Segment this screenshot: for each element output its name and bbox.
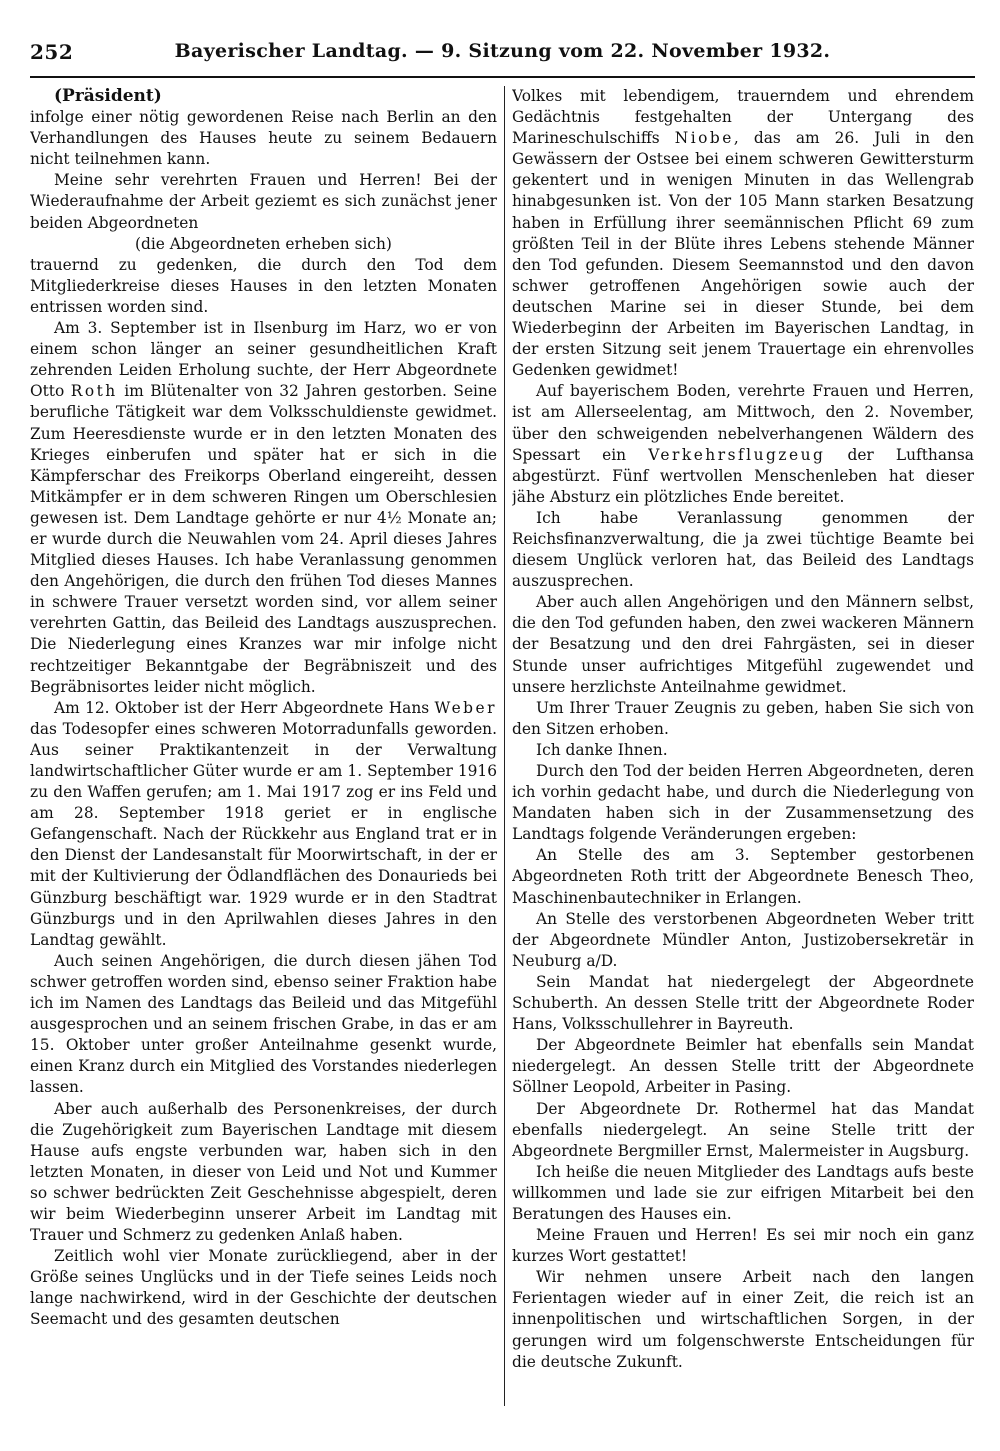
spaced-name: Verkehrsflugzeug — [648, 445, 826, 464]
page-number: 252 — [30, 40, 74, 64]
page-header — [30, 40, 975, 76]
left-column — [30, 86, 497, 1406]
paragraph — [30, 318, 497, 698]
paragraph: Ich danke Ihnen. — [536, 740, 668, 759]
paragraph: Meine sehr verehrten Frauen und Herren! Bei der Wiederaufnahme der Arbeit geziemt es sich zunächst jener beiden Abgeordneten — [30, 171, 497, 232]
paragraph: Aber auch außerhalb des Personenkreises, der durch die Zugehörigkeit zum Bayerischen Landtage mit diesem Hause aufs engste verbunden war, haben sich in den letzten Monaten, in dieser von Leid und Not und Kummer so schwer bedrückten Zeit Geschehnisse abgespielt, deren wir beim Wiederbeginn unserer Arbeit im Landtag mit Trauer und Schmerz zu gedenken Anlaß haben. — [30, 1099, 497, 1245]
paragraph: An Stelle des verstorbenen Abgeordneten Weber tritt der Abgeordnete Mündler Anton, Justizobersekretär in Neuburg a/D. — [512, 909, 974, 970]
spaced-name: Roth — [70, 382, 118, 401]
paragraph: Ich habe Veranlassung genommen der Reichsfinanzverwaltung, die ja zwei tüchtige Beamte bei diesem Unglück verloren hat, das Beileid des Landtags auszusprechen. — [512, 508, 974, 591]
paragraph-text: der Lufthansa abgestürzt. Fünf wertvollen Menschenleben hat dieser jähe Absturz ein plötzliches Ende bereitet. — [512, 445, 974, 506]
spaced-name: Niobe — [674, 129, 734, 148]
paragraph: An Stelle des am 3. September gestorbenen Abgeordneten Roth tritt der Abgeordnete Benesch Theo, Maschinenbautechniker in Erlangen. — [512, 846, 974, 907]
paragraph: Der Abgeordnete Beimler hat ebenfalls sein Mandat niedergelegt. An dessen Stelle tritt der Abgeordnete Söllner Leopold, Arbeiter in Pasing. — [512, 1036, 974, 1097]
speaker-label: (Präsident) — [54, 86, 162, 106]
paragraph: Um Ihrer Trauer Zeugnis zu geben, haben Sie sich von den Sitzen erhoben. — [512, 698, 974, 738]
paragraph: Zeitlich wohl vier Monate zurückliegend, aber in der Größe seines Unglücks und in der Tiefe seines Leids noch lange nachwirkend, wird in der Geschichte der deutschen Seemacht und des gesamten deutschen — [30, 1247, 497, 1329]
paragraph: trauernd zu gedenken, die durch den Tod dem Mitgliederkreise dieses Hauses in den letzten Monaten entrissen worden sind. — [30, 255, 497, 316]
paragraph: Auch seinen Angehörigen, die durch diesen jähen Tod schwer getroffen worden sind, ebenso seiner Fraktion habe ich im Namen des Landtags das Beileid und das Mitgefühl ausgesprochen und an seinem frischen Grabe, in das er am 15. Oktober unter großer Anteilnahme gesenkt wurde, einen Kranz durch ein Mitglied des Vorstandes niederlegen lassen. — [30, 951, 497, 1097]
paragraph: Wir nehmen unsere Arbeit nach den langen Ferientagen wieder auf in einer Zeit, die reich ist an innenpolitischen und wirtschaftlichen Sorgen, in der gerungen wird um folgenschwerste Entscheidungen für die deutsche Zukunft. — [512, 1268, 974, 1371]
paragraph-text: Am 12. Oktober ist der Herr Abgeordnete Hans — [54, 698, 435, 717]
paragraph-text: , das am 26. Juli in den Gewässern der Ostsee bei einem schweren Gewittersturm gekentert und in wenigen Minuten in das Wellengrab hinabgesunken ist. Von der 105 Mann starken Besatzung haben in Erfüllung ihrer seemännischen Pflicht 69 zum größten Teil in der Blüte ihres Lebens stehende Männer den Tod gefunden. Diesem Seemannstod und den davon schwer getroffenen Angehörigen sowie auch der deutschen Marine sei in dieser Stunde, bei dem Wiederbeginn der Arbeiten im Bayerischen Landtag, in der ersten Sitzung seit jenem Trauertage ein ehrenvolles Gedenken gewidmet! — [512, 129, 974, 380]
paragraph-text: das Todesopfer eines schweren Motorradunfalls geworden. Aus seiner Praktikantenzeit in der Verwaltung landwirtschaftlicher Güter wurde er am 1. September 1916 zu den Waffen gerufen; am 1. Mai 1917 zog er ins Feld und am 28. September 1918 geriet er in englische Gefangenschaft. Nach der Rückkehr aus England trat er in den Dienst der Landesanstalt für Moorwirtschaft, in der er mit der Kultivierung der Ödlandflächen des Donaurieds bei Günzburg beschäftigt war. 1929 wurde er in den Stadtrat Günzburgs und in den Aprilwahlen dieses Jahres in den Landtag gewählt. — [30, 719, 497, 949]
paragraph: Der Abgeordnete Dr. Rothermel hat das Mandat ebenfalls niedergelegt. An seine Stelle tritt der Abgeordnete Bergmiller Ernst, Malermeister in Augsburg. — [512, 1099, 974, 1160]
paragraph-text: im Blütenalter von 32 Jahren gestorben. Seine berufliche Tätigkeit war dem Volksschuldienste gewidmet. Zum Heeresdienste wurde er in den letzten Monaten des Krieges einberufen und später hat er sich in die Kämpferschar des Freikorps Oberland eingereiht, dessen Mitkämpfer er in dem schweren Ringen um Oberschlesien gewesen ist. Dem Landtage gehörte er nur 4½ Monate an; er wurde durch die Neuwahlen vom 24. April dieses Jahres Mitglied dieses Hauses. Ich habe Veranlassung genommen den Angehörigen, die durch den frühen Tod dieses Mannes in schwere Trauer versetzt worden sind, vor allem seiner verehrten Gattin, das Beileid des Landtags auszusprechen. Die Niederlegung eines Kranzes war mir infolge nicht rechtzeitiger Bekanntgabe der Begräbniszeit und des Begräbnisortes leider nicht möglich. — [30, 382, 497, 696]
paragraph — [512, 381, 974, 508]
paragraph: infolge einer nötig gewordenen Reise nach Berlin an den Verhandlungen des Hauses heute zu seinem Bedauern nicht teilnehmen kann. — [30, 108, 497, 169]
paragraph: Meine Frauen und Herren! Es sei mir noch ein ganz kurzes Wort gestattet! — [512, 1226, 974, 1266]
paragraph: Sein Mandat hat niedergelegt der Abgeordnete Schuberth. An dessen Stelle tritt der Abgeordnete Roder Hans, Volksschullehrer in Bayreuth. — [512, 972, 974, 1034]
spaced-name: Weber — [434, 698, 497, 717]
paragraph — [512, 86, 974, 381]
stage-direction: (die Abgeordneten erheben sich) — [135, 234, 392, 253]
running-title: Bayerischer Landtag. — 9. Sitzung vom 22. November 1932. — [174, 40, 831, 62]
right-column — [512, 86, 974, 1406]
paragraph — [30, 698, 497, 951]
paragraph: Aber auch allen Angehörigen und den Männern selbst, die den Tod gefunden haben, den zwei wackeren Männern der Besatzung und den drei Fahrgästen, sei in dieser Stunde unser aufrichtiges Mitgefühl zugewendet und unsere herzlichste Anteilnahme gewidmet. — [512, 593, 974, 696]
paragraph-text: Auf bayerischem Boden, verehrte Frauen und Herren, ist am Allerseelentag, am Mittwoch, den 2. November, über den schweigenden nebelverhangenen Wäldern des Spessart ein — [512, 382, 974, 464]
paragraph: Ich heiße die neuen Mitglieder des Landtags aufs beste willkommen und lade sie zur eifrigen Mitarbeit bei den Beratungen des Hauses ein. — [512, 1162, 974, 1223]
header-rule — [30, 76, 975, 78]
paragraph-text: Volkes mit lebendigem, trauerndem und ehrendem Gedächtnis festgehalten der Untergang des Marineschulschiffs — [512, 87, 974, 148]
column-divider — [504, 86, 505, 1406]
paragraph-text: Am 3. September ist in Ilsenburg im Harz, wo er von einem schon länger an seiner gesundheitlichen Kraft zehrenden Leiden Erholung suchte, der Herr Abgeordnete Otto — [30, 319, 497, 401]
paragraph: Durch den Tod der beiden Herren Abgeordneten, deren ich vorhin gedacht habe, und durch die Niederlegung von Mandaten haben sich in der Zusammensetzung des Landtags folgende Veränderungen ergeben: — [512, 762, 974, 844]
